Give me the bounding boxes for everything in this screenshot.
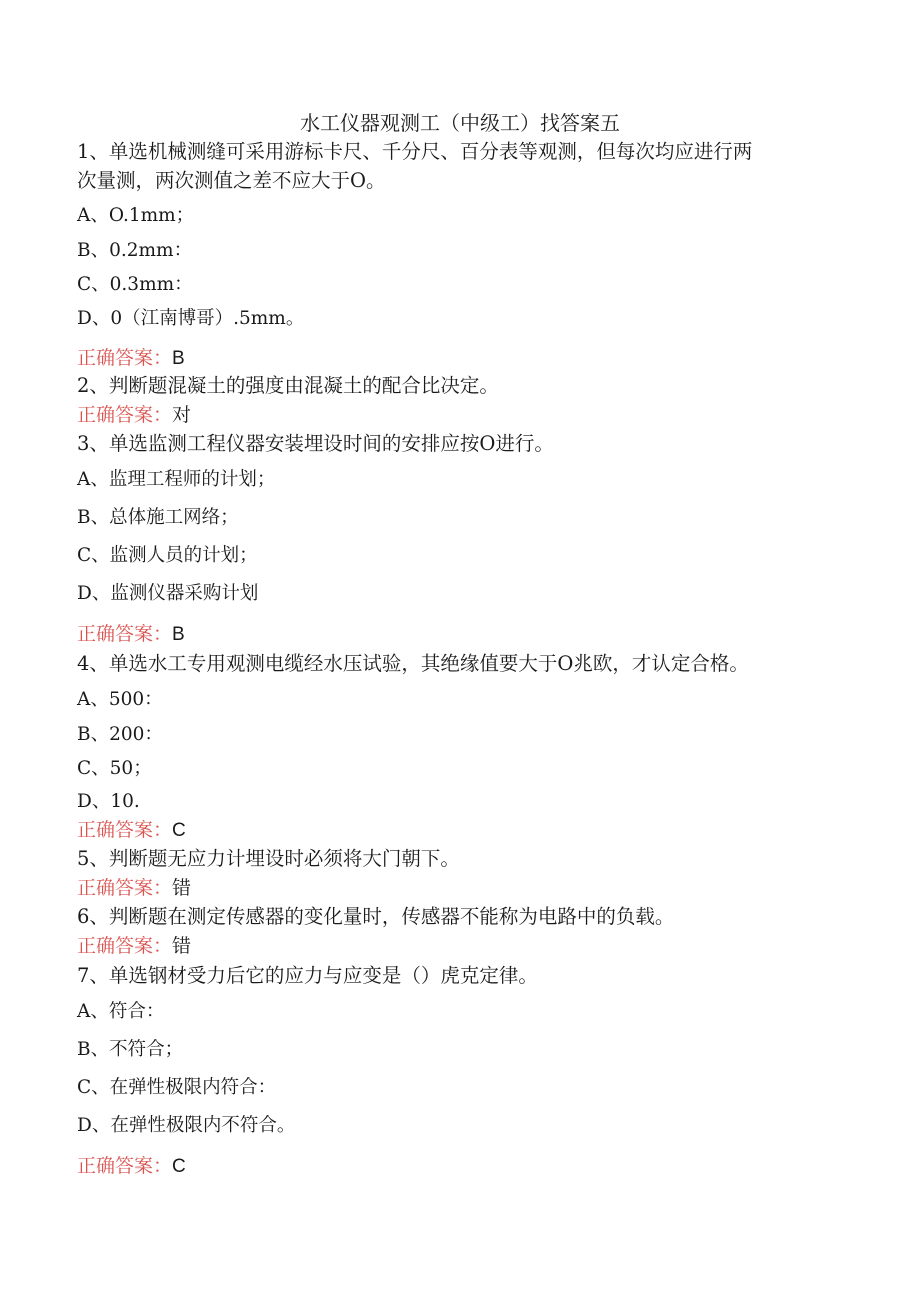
- question-4-option-b: B、200：: [77, 724, 163, 745]
- question-4-option-d: D、10.: [77, 791, 140, 812]
- question-5-text: 5、判断题无应力计埋设时必须将大门朝下。: [77, 847, 460, 870]
- question-4-answer: [77, 816, 186, 845]
- question-5-answer: [77, 874, 191, 903]
- answer-value: B: [172, 348, 185, 369]
- answer-label: 正确答案：: [77, 404, 173, 426]
- question-3-option-b: B、总体施工网络；: [77, 507, 239, 528]
- answer-value: 对: [172, 405, 192, 426]
- answer-label: 正确答案：: [77, 877, 173, 899]
- answer-value: B: [172, 624, 185, 645]
- question-2-text: 2、判断题混凝土的强度由混凝土的配合比决定。: [77, 374, 499, 397]
- question-7-option-b: B、不符合；: [77, 1039, 184, 1060]
- answer-value: 错: [172, 936, 192, 957]
- question-1-answer: [77, 344, 185, 373]
- question-3-option-a: A、监理工程师的计划；: [77, 469, 276, 490]
- question-6-answer: [77, 932, 191, 961]
- question-3-answer: [77, 620, 185, 649]
- question-7-option-d: D、在弹性极限内不符合。: [77, 1115, 296, 1136]
- question-4-option-c: C、50；: [77, 758, 152, 779]
- question-7-answer: [77, 1152, 186, 1181]
- answer-value: C: [172, 820, 186, 841]
- answer-label: 正确答案：: [77, 819, 173, 841]
- question-1-option-c: C、0.3mm：: [77, 274, 193, 295]
- question-2-answer: [77, 401, 191, 430]
- page-title: 水工仪器观测工（中级工）找答案五: [300, 111, 620, 135]
- question-7-option-c: C、在弹性极限内符合：: [77, 1077, 277, 1098]
- answer-label: 正确答案：: [77, 935, 173, 957]
- question-4-text: 4、单选水工专用观测电缆经水压试验，其绝缘值要大于O兆欧，才认定合格。: [77, 652, 749, 675]
- question-1-text-line1: 1、单选机械测缝可采用游标卡尺、千分尺、百分表等观测，但每次均应进行两: [77, 140, 753, 163]
- answer-value: C: [172, 1156, 186, 1177]
- question-6-text: 6、判断题在测定传感器的变化量时，传感器不能称为电路中的负载。: [77, 905, 675, 928]
- question-1-option-a: A、O.1mm；: [77, 205, 195, 226]
- question-7-option-a: A、符合：: [77, 1001, 165, 1022]
- question-3-text: 3、单选监测工程仪器安装埋设时间的安排应按O进行。: [77, 432, 554, 455]
- answer-label: 正确答案：: [77, 1155, 173, 1177]
- question-4-option-a: A、500：: [77, 689, 163, 710]
- answer-label: 正确答案：: [77, 623, 173, 645]
- answer-value: 错: [172, 878, 192, 899]
- question-1-text-line2: 次量测，两次测值之差不应大于O。: [77, 169, 386, 192]
- question-1-option-d: D、0（江南博哥）.5mm。: [77, 308, 305, 329]
- question-1-option-b: B、0.2mm：: [77, 240, 193, 261]
- question-7-text: 7、单选钢材受力后它的应力与应变是（）虎克定律。: [77, 964, 538, 987]
- answer-label: 正确答案：: [77, 347, 173, 369]
- question-3-option-d: D、监测仪器采购计划: [77, 583, 259, 604]
- question-3-option-c: C、监测人员的计划；: [77, 545, 258, 566]
